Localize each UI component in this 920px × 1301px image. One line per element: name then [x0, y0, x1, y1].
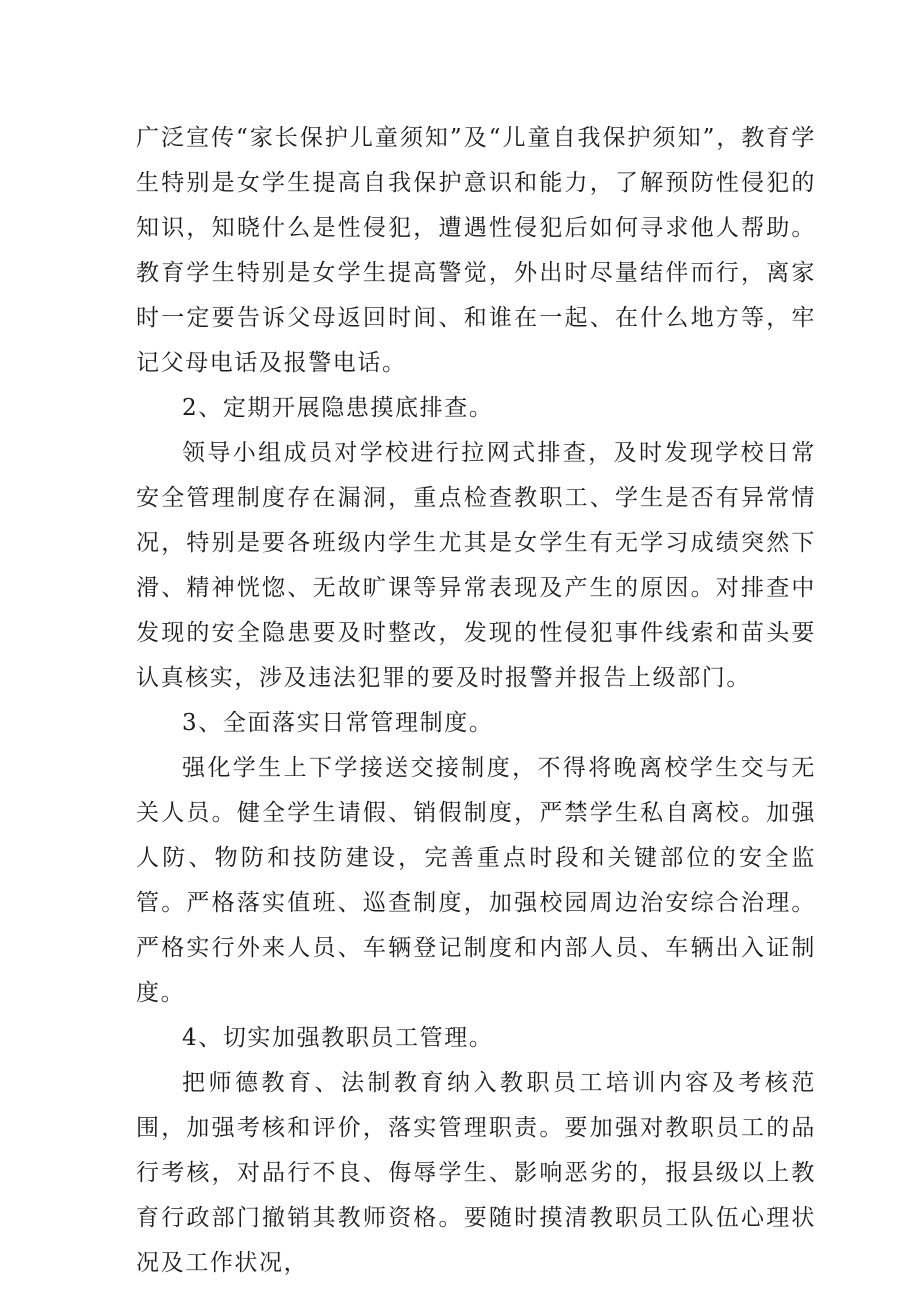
- heading-staff-management: 4、切实加强教职员工管理。: [182, 1025, 494, 1051]
- heading-daily-management: 3、全面落实日常管理制度。: [182, 710, 494, 736]
- paragraph-daily-management: 强化学生上下学接送交接制度，不得将晚离校学生交与无关人员。健全学生请假、销假制度，严禁学生私自离校。加强人防、物防和技防建设，完善重点时段和关键部位的安全监管。严格落实值班、巡查制度，加强校园周边治安综合治理。严格实行外来人员、车辆登记制度和内部人员、车辆出入证制度。: [136, 755, 816, 1006]
- paragraph-hazard-inspection: 领导小组成员对学校进行拉网式排查，及时发现学校日常安全管理制度存在漏洞，重点检查教职工、学生是否有异常情况，特别是要各班级内学生尤其是女学生有无学习成绩突然下滑、精神恍惚、无故旷课等异常表现及产生的原因。对排查中发现的安全隐患要及时整改，发现的性侵犯事件线索和苗头要认真核实，涉及违法犯罪的要及时报警并报告上级部门。: [136, 440, 816, 691]
- paragraph-staff-management: 把师德教育、法制教育纳入教职员工培训内容及考核范围，加强考核和评价，落实管理职责。要加强对教职员工的品行考核，对品行不良、侮辱学生、影响恶劣的，报县级以上教育行政部门撤销其教师资格。要随时摸清教职员工队伍心理状况及工作状况，: [136, 1070, 816, 1276]
- document-body: [136, 116, 816, 1286]
- paragraph-awareness-education: 广泛宣传“家长保护儿童须知”及“儿童自我保护须知”，教育学生特别是女学生提高自我保护意识和能力，了解预防性侵犯的知识，知晓什么是性侵犯，遭遇性侵犯后如何寻求他人帮助。教育学生特别是女学生提高警觉，外出时尽量结伴而行，离家时一定要告诉父母返回时间、和谁在一起、在什么地方等，牢记父母电话及报警电话。: [136, 125, 816, 376]
- heading-hazard-inspection: 2、定期开展隐患摸底排查。: [182, 395, 494, 421]
